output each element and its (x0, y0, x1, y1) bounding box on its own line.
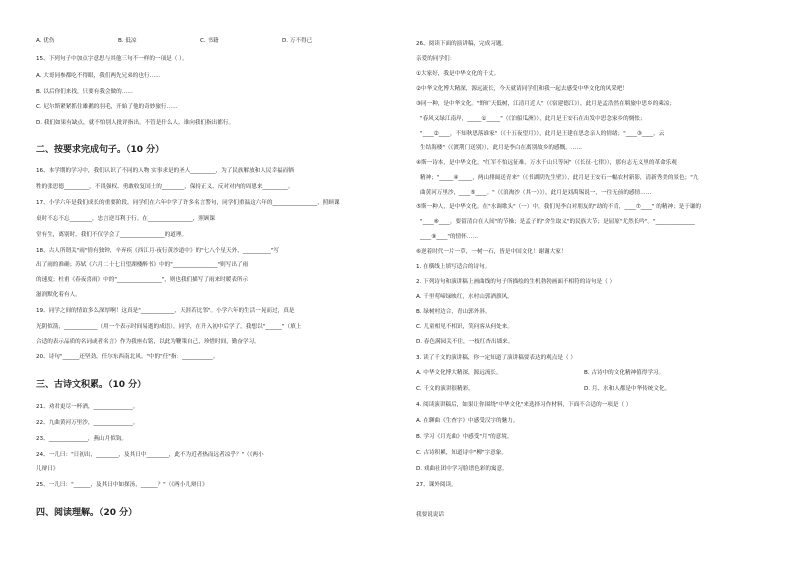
q26-4: 4. 阅读演讲稿后，如果让你围绕"中华文化"来选择习作材料，下面不合适的一项是（ ） (416, 402, 632, 408)
q26-2-b: B. 绿树村边合，青山郭外斜。 (416, 309, 491, 315)
q24-line2: 儿辩日》 (36, 466, 59, 472)
q26-4-d: D. 戏曲社团中学习脸谱色彩的寓意。 (416, 466, 508, 472)
q20: 20、诗句"______还坚劲，任尔东西南北风。"中的"任"指：___________。 (36, 354, 219, 360)
speech-p2: ②中华文化博大精深，源远流长，今天就请同学们和我一起去感受中华文化的风采吧！ (416, 86, 628, 92)
section-4-heading: 四、阅读理解。（20 分） (36, 508, 138, 518)
q16-line1: 16、本学期的学习中，我们认识了不同的人物 实事求是的圣人_________，为了民族解放和人民幸福而牺 (36, 168, 294, 174)
q19-line1: 19、同学之间的情谊多么深厚啊！这真是"____________，天涯若比邻"。小学六年的生活一晃而过，真是 (36, 308, 295, 314)
q26-3-c: C. 千文的演讲很精彩。 (416, 386, 474, 392)
q17-line3: 堂有生，离别时，我们不仅学会了________________的道理。 (36, 232, 188, 238)
q15-b: B. 以后你们来找，只要有我会做的…… (36, 89, 133, 95)
q18-line2: 出了雨的准确；苏轼《六月二十七日望湖楼醉书》中的"________________"则写出了雨 (36, 262, 249, 268)
speech-p4-l1: ④斯一诗本，是中华文化。"红军不怕远征难，万水千山只等闲"（《长征·七律》），那有志无义里的革命乐观 (416, 160, 677, 166)
q26-3: 3. 读了千文的演讲稿，你一定知道了演讲稿要表达的观点是（ ） (416, 355, 576, 361)
q15-stem: 15、下列句子中加点字意思与其他三句不一样的一项是（ ）。 (36, 56, 188, 62)
q23: 23、______________，燕山月似钩。 (36, 436, 128, 442)
speech-p4-l3: 曲黄河万里沙，____⑤____。"（《浪淘沙（其一）》），此月是刘禹锡说一，一往无前的感情…… (420, 190, 652, 196)
q26-4-c: C. 古诗积累，知道诗中"柳"字意象。 (416, 450, 507, 456)
q26-4-b: B. 学习《月光曲》中感受"月"的意境。 (416, 434, 513, 440)
q18-line3: 的速度；杜甫《春夜喜雨》中的"________________"，则也我们描写了雨来时暖表所示 (36, 277, 249, 283)
option-b: B. 低凉 (118, 38, 137, 44)
q27-subtitle: 我要说说话 (416, 512, 444, 518)
q26-4-a: A. 在聊曲《生查字》中感受汉字的魅力。 (416, 418, 519, 424)
speech-p5-l3: ____⑨____"的情怀…… (420, 234, 478, 240)
section-2-heading: 二、按要求完成句子。（10 分） (36, 145, 165, 155)
option-d: D. 万不得已 (282, 38, 313, 44)
speech-p5-l1: ⑤斯一种人，是中华文化。在"水调歌头"（一）中，我们见李白对朋友的"劫的不肯，____⑦____" 的精神；是于谦的 (416, 204, 702, 210)
q26-3-a: A. 中华文化博大精深，源远流长。 (416, 370, 502, 376)
q26-2-c: C. 儿童相见不相识，笑问客从何处来。 (416, 324, 513, 330)
speech-p1: ①大家好，我是中华文化的千丈。 (416, 71, 500, 77)
q26-2-d: D. 春色满园关不住，一枝红杏出墙来。 (416, 339, 514, 345)
option-a: A. 优伤 (36, 38, 55, 44)
q26-3-b: B. 古诗中的文化精神值得学习。 (584, 370, 665, 376)
q24-line1: 24、一儿曰："日初出，________，及其日中________，此不为近者热而远者凉乎？"（《两小 (36, 452, 264, 458)
speech-greeting: 亲爱的同学们： (416, 56, 456, 62)
speech-p6: ⑥逆着时代一片一草，一树一石，皆是中国文化！谢谢大家！ (416, 249, 567, 255)
q26-2-a: A. 千里莺啼绿映红，水村山郭酒旗风。 (416, 294, 513, 300)
speech-p4-l2: 精神；"_____④_____，两山排闼送青来"（《书湖阴先生壁》），此月是王安石一幅农村新影，清新秀美的景色；"九 (420, 175, 699, 181)
q18-line1: 18、古人所谓关"雨"情有独钟，辛弃疾《西江月·夜行黄沙道中》的"七八个星天外，__________"写 (36, 248, 279, 254)
q21: 21、劝君更尽一杯酒，______________。 (36, 404, 139, 410)
q26-3-d: D. 月、水和人都是中华传统文化。 (584, 386, 671, 392)
q17-line1: 17、小学六年是我们成长的重要阶段，同学们在六年中学了许多名言警句，同学们重温这六年的________________，照顾课 (36, 200, 340, 206)
q26-2: 2. 下列诗句和演讲稿上画曲线的句子所描绘的生机勃勃画面不相符的诗句是（ ） (416, 279, 616, 285)
q27-title: 27、课外阅读。 (416, 482, 457, 488)
section-3-heading: 三、古诗文积累。（10 分） (36, 380, 147, 390)
speech-p3-l3: "____②____，不知秋思落谁家"（《十五夜望月》），此月是王建在思念亲人的情绪；"____③____，云 (420, 131, 665, 137)
speech-p5-l2: "____⑧____，要留清白在人间"的节操；是孟子的"舍生取义"的民族大节；是屈原"尤然长吟"。"______________ (420, 219, 695, 225)
q15-c: C. 尼尔斯紧紧抓住雄鹅的羽毛，开始了他的奇妙旅行…… (36, 104, 178, 110)
speech-p3-l2: "春风又绿江南岸，_____①_____"（《泊船瓜洲》），此月是王安石在出发中思念家乡的惆怅； (420, 116, 646, 122)
q16-line2: 牲的张思德_________，不畏强权、勇敢收复国土的________，保持正义、反对对内的周恩来_________。 (36, 184, 294, 190)
q25: 25、一儿曰："______，及其日中如探汤，______？"（《两小儿辩日》 (36, 482, 208, 488)
q15-a: A. 大哥同参都吃不得眼，我们两先兄弟的也行…… (36, 73, 161, 79)
q17-line2: 桌时不忘不忘________，忠言逆耳利于行。在________________，照顾课 (36, 216, 216, 222)
q18-line4: 滋润默化着有人。 (36, 292, 81, 298)
q19-line2: 光阴似箭，____________（用一个表示时间易逝的成语）。同学，在升入初中后学了，我想以"______"（填上 (36, 324, 302, 330)
q26-1: 1. 在横线上填写适合的诗句。 (416, 264, 491, 270)
option-c: C. 书籍 (200, 38, 219, 44)
q15-d: D. 我们如果有缺点，就不怕别人批评指出。不管是什么人，谁向我们指出都行。 (36, 120, 235, 126)
q19-line3: 合适的表示品质的名词或者名言）作为我座右铭，以此为鞭策自己，珍惜时间，勤奋学习。 (36, 339, 260, 345)
q26-title: 26、阅读下面的演讲稿，完成习题。 (416, 41, 508, 47)
q22: 22、九曲黄河万里沙，______________。 (36, 420, 139, 426)
speech-p3-l1: ③同一种，是中华文化。"野旷天低树，江清月近人"（《宿建德江》），此月是孟浩然在羁旅中思乡的乘凉； (416, 101, 676, 107)
speech-p3-l4: 生结海楼"（《渡荆门送别》），此月是李白在离别故乡的感慨。…… (420, 145, 582, 151)
